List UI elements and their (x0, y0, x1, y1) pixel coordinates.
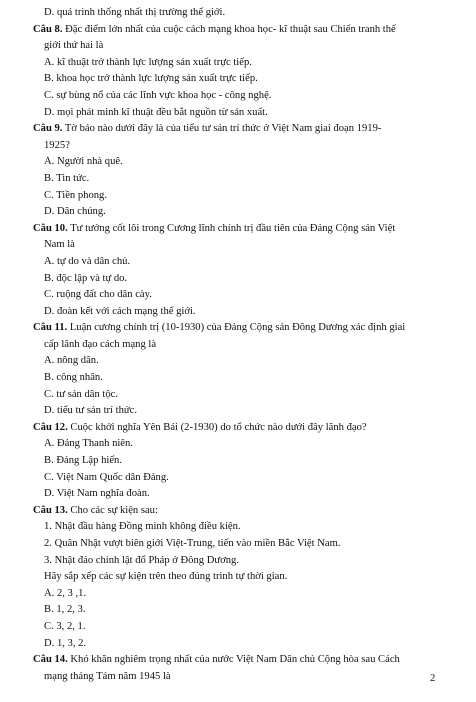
question-stem (33, 121, 443, 138)
question-stem (33, 22, 443, 39)
question-block (33, 503, 443, 652)
option-line: D. quá trình thống nhất thị trường thế giới. (44, 7, 226, 18)
answer-option: D. Việt Nam nghĩa đoàn. (44, 488, 150, 500)
question-text: Cho các sự kiện sau: (70, 504, 158, 516)
answer-option: B. 1, 2, 3. (44, 604, 86, 616)
answer-option: C. Việt Nam Quốc dân Đảng. (44, 471, 169, 483)
question-number: Câu 14. (33, 654, 68, 666)
answer-option: C. Tiền phong. (44, 189, 107, 201)
question-stem (33, 652, 443, 669)
answer-option: 3. Nhật đảo chính lật đổ Pháp ở Đông Dương. (44, 554, 239, 566)
answer-option: A. Người nhà quê. (44, 156, 123, 168)
question-number: Câu 13. (33, 504, 68, 516)
question-number: Câu 8. (33, 23, 63, 35)
answer-option: A. tự do và dân chủ. (44, 255, 131, 267)
answer-option: A. kĩ thuật trở thành lực lượng sản xuất trực tiếp. (44, 56, 252, 68)
answer-option: 1. Nhật đầu hàng Đồng minh không điều kiện. (44, 521, 241, 533)
question-number: Câu 9. (33, 123, 63, 135)
answer-option: A. Đảng Thanh niên. (44, 438, 133, 450)
question-text: Khó khăn nghiêm trọng nhất của nước Việt Nam Dân chủ Cộng hòa sau Cách (70, 654, 400, 666)
question-stem-continued (33, 237, 443, 254)
answer-option: C. ruộng đất cho dân cày. (44, 289, 152, 301)
answer-option: C. sự bùng nổ của các lĩnh vực khoa học - công nghệ. (44, 89, 272, 101)
answer-option: B. Đảng Lập hiến. (44, 455, 122, 467)
question-number: Câu 10. (33, 222, 68, 234)
question-text: Cuộc khởi nghĩa Yên Bái (2-1930) do tổ chức nào dưới đây lãnh đạo? (70, 421, 367, 433)
question-stem (33, 320, 443, 337)
answer-option: D. mọi phát minh kĩ thuật đều bắt nguồn từ sản xuất. (44, 106, 268, 118)
answer-option: B. công nhân. (44, 372, 103, 384)
question-text: Đặc điểm lớn nhất của cuộc cách mạng khoa học- kĩ thuật sau Chiến tranh thế (65, 23, 396, 35)
question-stem (33, 420, 443, 437)
answer-option: C. tư sản dân tộc. (44, 388, 119, 400)
answer-option: B. Tin tức. (44, 172, 90, 184)
question-text: cấp lãnh đạo cách mạng là (44, 338, 157, 350)
answer-option: B. độc lập và tự do. (44, 272, 128, 284)
answer-option: D. tiểu tư sản trí thức. (44, 405, 137, 417)
answer-option: A. nông dân. (44, 355, 99, 367)
question-text: Tờ báo nào dưới đây là của tiểu tư sản trí thức ở Việt Nam giai đoạn 1919- (64, 123, 382, 135)
question-text: Luận cương chính trị (10-1930) của Đảng Cộng sản Đông Dương xác định giai (69, 322, 406, 334)
question-block (33, 652, 443, 685)
question-text: Nam là (44, 239, 75, 251)
question-stem-continued (33, 669, 443, 686)
question-stem (33, 503, 443, 520)
question-block (33, 420, 443, 503)
answer-option: D. Dân chúng. (44, 206, 106, 218)
exam-content (33, 5, 443, 685)
question-block (33, 320, 443, 420)
question-text: 1925? (44, 139, 70, 151)
question-stem-continued (33, 337, 443, 354)
question-list (33, 22, 443, 686)
question-text: mạng tháng Tám năm 1945 là (44, 670, 171, 682)
answer-option: C. 3, 2, 1. (44, 620, 86, 632)
answer-option: D. 1, 3, 2. (44, 637, 87, 649)
question-text: giới thứ hai là (44, 40, 104, 52)
answer-option: 2. Quân Nhật vượt biên giới Việt-Trung, tiến vào miền Bắc Việt Nam. (44, 538, 341, 549)
answer-option: Hãy sắp xếp các sự kiện trên theo đúng trình tự thời gian. (44, 571, 288, 583)
question-block (33, 221, 443, 321)
question-stem (33, 221, 443, 238)
answer-option: B. khoa học trở thành lực lượng sản xuất trực tiếp. (44, 73, 258, 85)
answer-option: D. đoàn kết với cách mạng thế giới. (44, 305, 196, 317)
question-block (33, 22, 443, 122)
question-stem-continued (33, 38, 443, 55)
question-number: Câu 11. (33, 322, 68, 334)
page-number: 2 (430, 673, 436, 684)
question-stem-continued (33, 138, 443, 155)
question-number: Câu 12. (33, 421, 68, 433)
question-block (33, 121, 443, 221)
question-text: Tư tưởng cốt lõi trong Cương lĩnh chính trị đầu tiên của Đảng Cộng sản Việt (70, 222, 396, 234)
answer-option: A. 2, 3 ,1. (44, 587, 87, 599)
